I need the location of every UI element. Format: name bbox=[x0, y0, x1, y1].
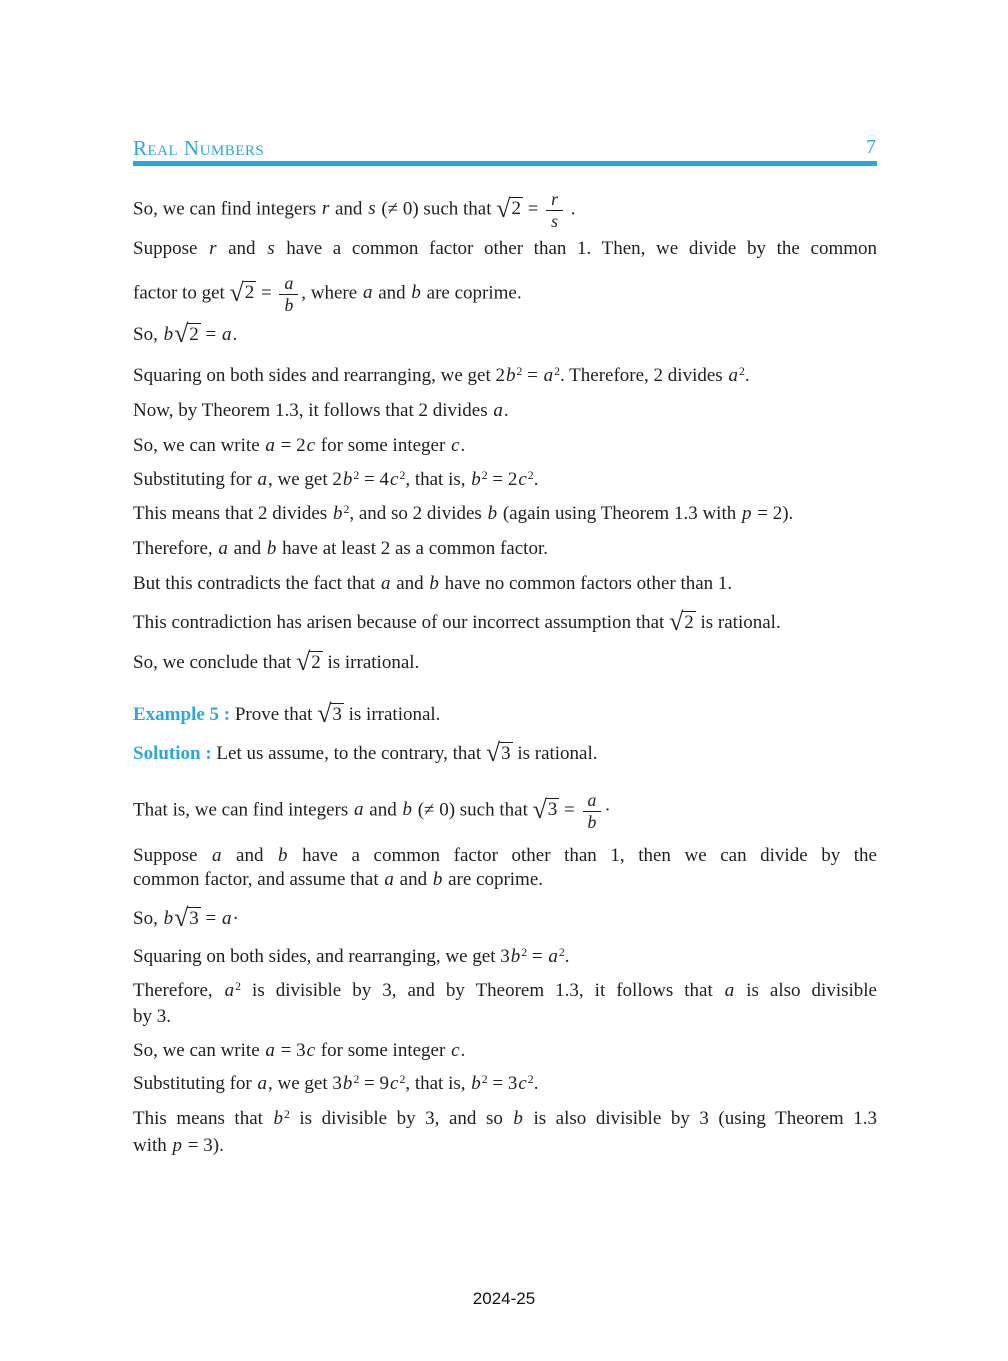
math-superscript: 2 bbox=[353, 1073, 360, 1087]
math-superscript: 2 bbox=[399, 469, 406, 483]
text-run: = 2). bbox=[752, 503, 794, 524]
math-var: a bbox=[224, 980, 235, 1001]
text-line bbox=[133, 905, 877, 932]
sqrt-radical bbox=[485, 738, 513, 768]
math-superscript: 2 bbox=[527, 469, 534, 483]
math-var: b bbox=[402, 799, 412, 821]
text-run: is irrational. bbox=[322, 652, 420, 673]
sqrt-radical bbox=[174, 903, 201, 933]
text-run: But this contradicts the fact that bbox=[133, 573, 380, 594]
text-line bbox=[133, 1037, 877, 1064]
text-run: and bbox=[222, 845, 278, 866]
math-var: a bbox=[728, 365, 738, 386]
text-run: Squaring on both sides, and rearranging, we get 3 bbox=[133, 946, 510, 967]
text-run: So, we can write bbox=[133, 435, 265, 456]
math-var: b bbox=[342, 1073, 353, 1094]
math-var: b bbox=[278, 845, 288, 866]
math-var: a bbox=[362, 282, 373, 304]
text-run: . bbox=[533, 469, 539, 490]
text-run: . bbox=[744, 365, 750, 386]
text-run: This means that 2 divides bbox=[133, 503, 332, 524]
text-run: , and so 2 divides bbox=[349, 503, 487, 524]
math-fraction bbox=[583, 791, 602, 831]
math-fraction bbox=[279, 274, 298, 314]
text-run: = bbox=[559, 799, 580, 821]
accent-label: Example 5 : bbox=[133, 704, 231, 725]
math-var: b bbox=[273, 1108, 283, 1129]
fraction-denominator: b bbox=[284, 294, 294, 315]
text-line bbox=[133, 535, 877, 562]
fraction-numerator: a bbox=[583, 791, 602, 812]
math-var: a bbox=[543, 365, 554, 386]
text-run: . bbox=[533, 1073, 539, 1094]
text-line bbox=[133, 190, 877, 230]
text-line bbox=[133, 866, 877, 893]
text-run: Substituting for bbox=[133, 1073, 257, 1094]
text-run: . bbox=[460, 1040, 466, 1061]
text-run: (again using Theorem 1.3 with bbox=[498, 503, 741, 524]
text-run: This means that bbox=[133, 1108, 273, 1129]
math-superscript: 2 bbox=[481, 469, 488, 483]
fraction-denominator: s bbox=[551, 210, 559, 231]
math-superscript: 2 bbox=[399, 1073, 406, 1087]
text-run: is divisible by 3, and so bbox=[289, 1108, 513, 1129]
text-line bbox=[133, 609, 877, 636]
text-run: . Therefore, 2 divides bbox=[560, 365, 728, 386]
math-var: c bbox=[451, 435, 460, 456]
text-line bbox=[133, 1003, 877, 1030]
text-run: Therefore, bbox=[133, 538, 218, 559]
text-line bbox=[133, 791, 877, 831]
radicand: 3 bbox=[547, 799, 558, 821]
math-var: b bbox=[471, 469, 481, 490]
math-var: p bbox=[172, 1135, 183, 1156]
text-run: is rational. bbox=[695, 612, 781, 633]
math-var: c bbox=[451, 1040, 460, 1061]
text-run: = 4 bbox=[359, 469, 389, 490]
text-run: have a common factor other than 1, then we can divide by the bbox=[288, 845, 877, 866]
fraction-numerator: a bbox=[279, 274, 298, 295]
solution-line bbox=[133, 740, 877, 767]
text-line bbox=[133, 397, 877, 424]
text-run: is irrational. bbox=[343, 704, 441, 725]
text-line bbox=[133, 321, 877, 348]
text-run: , that is, bbox=[405, 1073, 471, 1094]
math-var: b bbox=[432, 869, 443, 890]
page-footer bbox=[0, 1289, 1008, 1309]
math-var: a bbox=[548, 946, 558, 967]
text-run: Now, by Theorem 1.3, it follows that 2 divides bbox=[133, 400, 493, 421]
radical-sign-icon: √ bbox=[496, 193, 511, 223]
sqrt-radical bbox=[669, 607, 696, 637]
text-run: Squaring on both sides and rearranging, we get 2 bbox=[133, 365, 505, 386]
math-var: a bbox=[354, 799, 364, 821]
math-var: a bbox=[493, 400, 503, 421]
text-run: = 2 bbox=[275, 435, 306, 456]
radical-sign-icon: √ bbox=[174, 903, 189, 933]
text-run: So, we can find integers bbox=[133, 198, 321, 220]
math-var: a bbox=[384, 869, 394, 890]
radical-sign-icon: √ bbox=[174, 319, 189, 349]
math-var: a bbox=[211, 845, 222, 866]
radicand: 2 bbox=[511, 198, 521, 220]
text-run: = bbox=[256, 282, 277, 304]
math-var: b bbox=[506, 365, 516, 386]
math-var: b bbox=[266, 538, 277, 559]
math-superscript: 2 bbox=[738, 365, 745, 379]
math-var: b bbox=[513, 1108, 523, 1129]
math-var: c bbox=[518, 1073, 527, 1094]
text-run: factor to get bbox=[133, 282, 230, 304]
math-var: c bbox=[518, 469, 527, 490]
sqrt-radical bbox=[229, 277, 257, 307]
radical-sign-icon: √ bbox=[669, 607, 684, 637]
text-run: by 3. bbox=[133, 1006, 171, 1027]
text-line bbox=[133, 274, 877, 314]
text-run: = 3 bbox=[275, 1040, 306, 1061]
math-var: a bbox=[257, 1073, 268, 1094]
math-var: b bbox=[510, 946, 521, 967]
text-line bbox=[133, 1132, 877, 1159]
fraction-numerator: r bbox=[546, 190, 563, 211]
sqrt-radical bbox=[532, 794, 560, 824]
chapter-title: Real Numbers bbox=[133, 136, 265, 160]
text-run: Therefore, bbox=[133, 980, 224, 1001]
text-line bbox=[133, 500, 877, 527]
text-run: So, we conclude that bbox=[133, 652, 297, 673]
text-run: . bbox=[460, 435, 466, 456]
text-run: have a common factor other than 1. Then, we divide by the common bbox=[275, 238, 878, 259]
math-var: p bbox=[741, 503, 752, 524]
text-run: and bbox=[330, 198, 368, 220]
text-run: This contradiction has arisen because of our incorrect assumption that bbox=[133, 612, 670, 633]
text-run: , we get 3 bbox=[268, 1073, 342, 1094]
text-run: . bbox=[232, 324, 238, 345]
text-run: = bbox=[527, 946, 548, 967]
header-rule bbox=[133, 161, 877, 166]
text-run: , where bbox=[301, 282, 362, 304]
math-var: a bbox=[265, 435, 275, 456]
text-run: and bbox=[217, 238, 267, 259]
math-var: b bbox=[342, 469, 353, 490]
math-var: b bbox=[429, 573, 439, 594]
math-var: r bbox=[209, 238, 217, 259]
radical-sign-icon: √ bbox=[317, 699, 332, 729]
text-run: · bbox=[232, 908, 239, 929]
text-run: have at least 2 as a common factor. bbox=[277, 538, 548, 559]
text-run: That is, we can find integers bbox=[133, 799, 354, 821]
math-superscript: 2 bbox=[343, 503, 350, 517]
text-line bbox=[133, 570, 877, 597]
text-run: = 2 bbox=[487, 469, 518, 490]
text-run: So, bbox=[133, 324, 163, 345]
math-var: s bbox=[267, 238, 275, 259]
text-run: So, we can write bbox=[133, 1040, 265, 1061]
text-line bbox=[133, 432, 877, 459]
text-run: Suppose bbox=[133, 845, 211, 866]
math-var: b bbox=[332, 503, 343, 524]
math-var: b bbox=[471, 1073, 481, 1094]
radicand: 3 bbox=[189, 908, 199, 929]
text-run: = bbox=[200, 324, 221, 345]
text-run: and bbox=[391, 573, 429, 594]
text-run: and bbox=[228, 538, 266, 559]
text-run: = 3). bbox=[183, 1135, 224, 1156]
edition-label: 2024-25 bbox=[472, 1289, 536, 1308]
text-line bbox=[133, 362, 877, 389]
sqrt-radical bbox=[296, 647, 323, 677]
math-var: a bbox=[221, 324, 232, 345]
page-number: 7 bbox=[866, 136, 876, 158]
text-line bbox=[133, 943, 877, 970]
text-run: Prove that bbox=[230, 704, 318, 725]
text-run: and bbox=[364, 799, 402, 821]
sqrt-radical bbox=[317, 699, 344, 729]
text-run: , that is, bbox=[405, 469, 471, 490]
text-run: common factor, and assume that bbox=[133, 869, 384, 890]
math-fraction bbox=[546, 190, 563, 230]
sqrt-radical bbox=[496, 193, 523, 223]
radicand: 3 bbox=[332, 704, 342, 725]
radicand: 2 bbox=[244, 282, 255, 304]
math-var: a bbox=[724, 980, 735, 1001]
text-line bbox=[133, 466, 877, 493]
text-run: are coprime. bbox=[421, 282, 522, 304]
text-run: = bbox=[522, 198, 544, 220]
math-superscript: 2 bbox=[353, 469, 360, 483]
text-run: = bbox=[200, 908, 221, 929]
text-run: for some integer bbox=[316, 1040, 451, 1061]
math-superscript: 2 bbox=[235, 980, 242, 994]
sqrt-radical bbox=[174, 319, 201, 349]
text-run: . bbox=[564, 946, 570, 967]
math-superscript: 2 bbox=[283, 1108, 290, 1122]
text-run: Suppose bbox=[133, 238, 209, 259]
math-var: b bbox=[163, 908, 174, 929]
math-var: s bbox=[368, 198, 376, 220]
text-run: is divisible by 3, and by Theorem 1.3, it follows that bbox=[241, 980, 724, 1001]
text-run: (≠ 0) such that bbox=[412, 799, 533, 821]
math-var: c bbox=[306, 1040, 316, 1061]
text-run: = 9 bbox=[359, 1073, 389, 1094]
math-var: a bbox=[218, 538, 228, 559]
text-line bbox=[133, 649, 877, 676]
math-superscript: 2 bbox=[558, 946, 565, 960]
text-run: . bbox=[503, 400, 509, 421]
math-var: a bbox=[221, 908, 232, 929]
text-run: = 3 bbox=[487, 1073, 518, 1094]
accent-label: Solution : bbox=[133, 743, 212, 764]
text-run: . bbox=[566, 198, 576, 220]
math-var: c bbox=[390, 469, 399, 490]
text-run: · bbox=[604, 799, 611, 821]
radical-sign-icon: √ bbox=[485, 738, 501, 768]
text-run: with bbox=[133, 1135, 172, 1156]
text-run: and bbox=[394, 869, 432, 890]
math-var: b bbox=[487, 503, 498, 524]
text-run: for some integer bbox=[316, 435, 451, 456]
math-superscript: 2 bbox=[527, 1073, 534, 1087]
math-var: r bbox=[321, 198, 330, 220]
math-superscript: 2 bbox=[481, 1073, 488, 1087]
math-var: a bbox=[257, 469, 268, 490]
math-superscript: 2 bbox=[516, 365, 523, 379]
text-run: So, bbox=[133, 908, 163, 929]
radical-sign-icon: √ bbox=[229, 277, 244, 307]
text-run: Substituting for bbox=[133, 469, 257, 490]
text-run: Let us assume, to the contrary, that bbox=[211, 743, 486, 764]
math-var: b bbox=[411, 282, 421, 304]
math-var: c bbox=[306, 435, 316, 456]
math-var: c bbox=[390, 1073, 399, 1094]
text-line bbox=[133, 1070, 877, 1097]
text-run: and bbox=[373, 282, 411, 304]
math-var: a bbox=[265, 1040, 275, 1061]
math-superscript: 2 bbox=[554, 365, 560, 379]
example-heading-line bbox=[133, 701, 877, 728]
radical-sign-icon: √ bbox=[296, 647, 311, 677]
radicand: 2 bbox=[684, 612, 694, 633]
radical-sign-icon: √ bbox=[532, 794, 547, 824]
radicand: 3 bbox=[501, 743, 511, 764]
radicand: 2 bbox=[311, 652, 321, 673]
text-run: , we get 2 bbox=[268, 469, 342, 490]
fraction-denominator: b bbox=[587, 811, 597, 832]
radicand: 2 bbox=[189, 324, 199, 345]
text-run: = bbox=[522, 365, 543, 386]
text-run: have no common factors other than 1. bbox=[439, 573, 733, 594]
text-run: is also divisible bbox=[735, 980, 877, 1001]
math-var: a bbox=[380, 573, 391, 594]
text-run: is rational. bbox=[512, 743, 598, 764]
text-run: are coprime. bbox=[443, 869, 544, 890]
math-superscript: 2 bbox=[521, 946, 528, 960]
text-run: (≠ 0) such that bbox=[376, 198, 497, 220]
text-run: is also divisible by 3 (using Theorem 1.3 bbox=[523, 1108, 878, 1129]
math-var: b bbox=[163, 324, 174, 345]
